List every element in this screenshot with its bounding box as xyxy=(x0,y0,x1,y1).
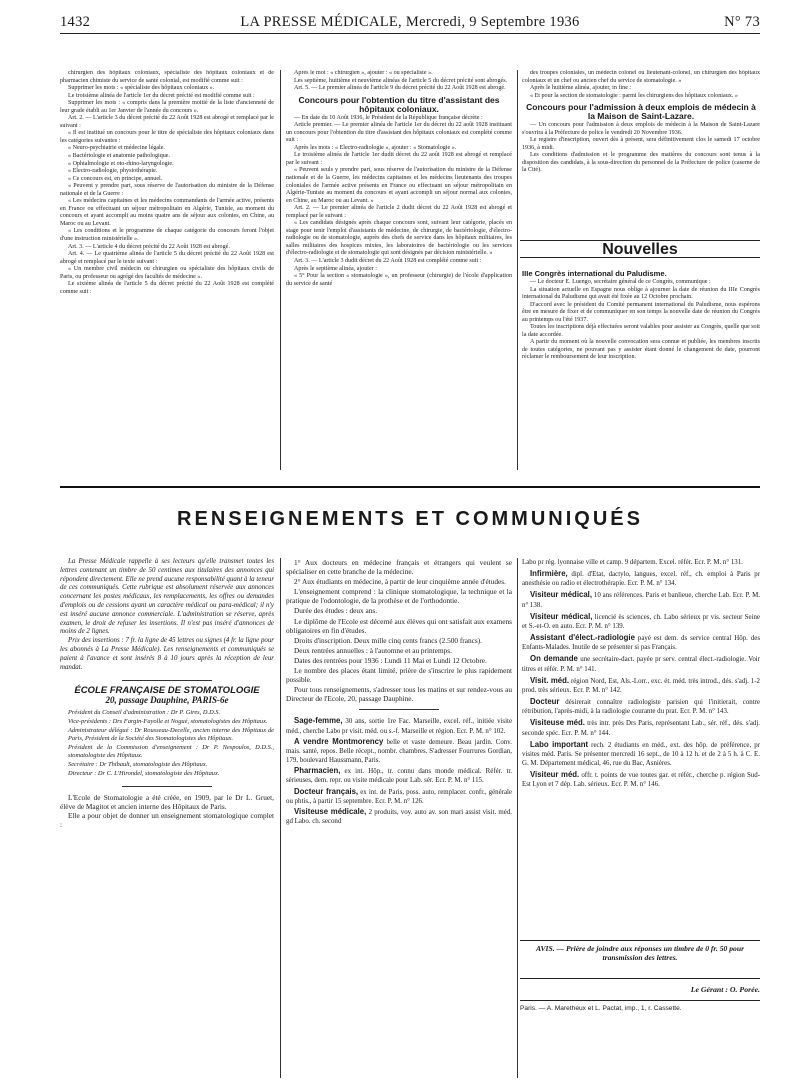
school-paragraph: Le diplôme de l'Ecole est décerné aux élèves qui ont satisfait aux examens obligatoires en fin d'études. xyxy=(286,616,512,635)
school-paragraph: 2° Aux étudiants en médecine, à partir de leur cinquième année d'études. xyxy=(294,577,506,587)
saint-lazare-heading: Concours pour l'admission à deux emplois de médecin à la Maison de Saint-Lazare. xyxy=(526,102,756,122)
notice-paragraph: Prix des insertions : 7 fr. la ligne de 45 lettres ou signes (4 fr. la ligne pour les abonnés à La Presse Médicale). Les renseignements et communiqués se paient à l'avance et sont insérés 8 à 10 jours après la réception de leur mandat. xyxy=(60,637,274,671)
divider xyxy=(122,786,212,787)
divider xyxy=(359,709,439,710)
article-paragraph: chirurgien des hôpitaux coloniaux, spécialiste des hôpitaux coloniaux et de pharmacien chimiste du service de santé colonial, est modifié comme suit : xyxy=(60,70,274,84)
ad-keyword: Docteur xyxy=(530,697,560,707)
classified-ad xyxy=(522,718,760,737)
school-paragraph: 1° Aux docteurs en médecine français et étrangers qui veulent se spécialiser en cette branche de la médecine. xyxy=(286,558,512,577)
ad-text: rech. 2 étudiants en méd., ext. des hôp. de préférence, pr visites méd. Paris. Se présenter mercredi 16 sept., de 10 à 12 h. et de 2 à 5 h. à C. E. G. M. Département médical, 46, rue du Bac, Asnières. xyxy=(522,741,760,767)
article-paragraph: « Ce concours est, en principe, annuel. xyxy=(68,175,163,182)
article-paragraph: Le troisième alinéa de l'article 1er du décret précité est modifié comme suit : xyxy=(68,92,255,99)
classified-ad xyxy=(522,654,760,673)
classified-ad xyxy=(286,766,512,785)
ad-keyword: Docteur français, xyxy=(294,786,359,796)
ad-text: licencié ès sciences, ch. Labo sérieux pr vis. secteur Seine et S.-et-O. en auto. Ecr. P. M. n° 139. xyxy=(522,613,760,630)
school-paragraph: Droits d'inscription. Deux mille cinq cents francs (2.500 francs). xyxy=(294,635,482,645)
article-paragraph: « Neuro-psychiatrie et médecine légale. xyxy=(68,145,165,152)
article-paragraph: « Ophtalmologie et oto-rhino-laryngologie. xyxy=(68,160,174,167)
news-paragraph: Toutes les inscriptions déjà effectuées seront valables pour assister au Congrès, quelle que soit la date accordée. xyxy=(522,324,760,338)
article-paragraph: Article premier. — Le premier alinéa de l'article 1er du décret du 22 août 1928 instituant un concours pour l'obtention du titre d'assistant des hôpitaux coloniaux est complété comme suit : xyxy=(286,122,512,144)
classified-ads-column xyxy=(522,558,760,938)
article-paragraph: « Il est institué un concours pour le titre de spécialiste des hôpitaux coloniaux dans les catégories suivantes : xyxy=(60,130,274,144)
school-paragraph: L'enseignement comprend : la clinique stomatologique, la technique et la pratique de l'odontologie, de la prothèse et de l'orthodontie. xyxy=(286,587,512,606)
news-paragraph: La situation actuelle en Espagne nous oblige à ajourner la date de réunion du IIIe Congrès international du Paludisme qui avait été fixée au 12 Octobre prochain. xyxy=(522,286,760,301)
article-paragraph: « Electro-radiologie, physiothérapie. xyxy=(68,168,158,175)
classified-ad xyxy=(522,676,760,695)
column-divider xyxy=(517,70,518,470)
article-paragraph: Après le mot : « chirurgien », ajouter : « ou spécialiste ». xyxy=(294,70,433,76)
classified-ad xyxy=(286,737,512,765)
ad-keyword: A vendre Montmorency xyxy=(294,736,384,746)
ad-text: dipl. d'Etat, dactylo, langues, excel. réf., ch. emploi à Paris pr anesthésie ou radio et électrothérapie. Ecr. P. M. n° 134. xyxy=(522,571,760,588)
ad-text: 2 produits, voy. auto av. son mari assist visit. méd. gd Labo. ch. second xyxy=(286,808,512,825)
ad-keyword: Sage-femme, xyxy=(294,716,343,726)
classified-ad xyxy=(286,716,512,735)
article-paragraph: Art. 4. — Le quatrième alinéa de l'article 5 du décret précité du 22 Août 1928 est abrogé et remplacé par le texte suivant : xyxy=(60,251,274,265)
divider xyxy=(122,680,212,681)
ad-keyword: Labo important xyxy=(530,739,589,749)
gerant: Le Gérant : O. Porée. xyxy=(690,985,760,994)
article-paragraph: Après le septième alinéa, ajouter : xyxy=(294,265,377,272)
issue-number: N° 73 xyxy=(724,14,760,30)
classified-ad xyxy=(522,558,760,567)
classified-ad xyxy=(522,612,760,631)
ad-text: Labo pr rég. lyonnaise ville et camp. 9 départem. Excel. référ. Ecr. P. M. n° 131. xyxy=(522,559,743,566)
article-paragraph: « Les médecins capitaines et les médecins commandants de l'armée active, présents en France ou effectuant un séjour métropolitain en Algérie, Tunisie, au moment du concours et ayant accompli au moins quatre ans de séjour aux colonies, en Chine, au Maroc ou au Levant. xyxy=(60,198,274,227)
notice-paragraph: La Presse Médicale rappelle à ses lecteurs qu'elle transmet toutes les lettres contenant un timbre de 50 centimes aux titulaires des annonces qui répondent directement. Elle ne prend aucune responsabilité quant à la teneur de ces communiqués. Cette rubrique est absolument réservée aux annonces concernant les postes médicaux, les remplacements, les offres ou demandes d'emplois ou de cessions ayant un caractère médical ou para-médical; il n'y est inséré aucune annonce commerciale. L'administration se réserve, après examen, le droit de refuser les insertions. Il n'est pas inséré d'annonces de moins de 2 lignes. xyxy=(60,558,274,636)
article-paragraph: Le sixième alinéa de l'article 5 du décret précité du 22 Août 1928 est complété comme suit : xyxy=(60,281,274,295)
nouvelles-column xyxy=(522,266,760,470)
article-paragraph: « Les candidats désignés après chaque concours sont, suivant leur catégorie, placés en stage pour tenir l'emploi d'assistants de médecine, de chirurgie, de bactériologie, d'électro-radiologie ou de stomatologie, auprès des chefs de service dans les hôpitaux militaires, les salles militaires des hospices mixtes, les laboratoires de bactériologie ou les services d'électro-radiologie et de stomatologie qui sont désignés par décision ministérielle. » xyxy=(286,220,512,257)
column-divider xyxy=(517,558,518,1078)
article-paragraph: Supprimer les mots : « compris dans la première moitié de la liste d'ancienneté de leur grade établi au 1er Janvier de l'année du concours ». xyxy=(60,100,274,114)
journal-title: LA PRESSE MÉDICALE, Mercredi, 9 Septembre 1936 xyxy=(240,14,580,30)
ad-text: une secrétaire-dact. payée pr serv. central élect.-radiologie. Voir titres et référ. P. M. n° 141. xyxy=(522,656,760,673)
article-paragraph: Les conditions d'admission et le programme des matières du concours sont tenus à la disposition des candidats, à la sous-direction du personnel de la Préfecture de police (caserne de la Cité). xyxy=(522,152,760,174)
article-paragraph: Art. 3. — L'article 4 du décret précité du 22 Août 1928 est abrogé. xyxy=(68,243,230,250)
article-paragraph: « 5° Pour la section « stomatologie », un professeur (chirurgie) de l'école d'application du service de santé xyxy=(286,273,512,287)
header-rule xyxy=(60,33,760,34)
article-paragraph: Les septième, huitième et neuvième alinéas de l'article 5 du décret précité sont abrogés. xyxy=(294,77,508,84)
article-paragraph: « Bactériologie et anatomie pathologique. xyxy=(68,153,171,160)
school-details-column xyxy=(286,558,512,1078)
news-paragraph: D'accord avec le président du Comité permanent international du Paludisme, nous espérons être en mesure de fixer et de communiquer en son temps la nouvelle date de réunion du Congrès au printemps ou l'été 1937. xyxy=(522,301,760,323)
ad-keyword: Visit. méd. xyxy=(530,675,570,685)
classified-ad xyxy=(522,740,760,768)
article-paragraph: « Un membre civil médecin ou chirurgien ou spécialiste des hôpitaux civils de Paris, ou professeur ou agrégé des facultés de médecine ». xyxy=(60,266,274,280)
article-paragraph: « Peuvent seuls y prendre part, sous réserve de l'autorisation du ministre de la Défense nationale et de la Guerre, les médecins capitaines et les médecins lieutenants des troupes coloniales de l'armée active présents en France ou effectuant un séjour métropolitain en Algérie-Tunisie au moment du concours et ayant accompli un séjour normal aux colonies, en Chine, au Maroc ou au Levant. » xyxy=(286,167,512,204)
ad-keyword: Visiteuse médicale, xyxy=(294,806,367,816)
article-paragraph: Art. 2. — L'article 3 du décret précité du 22 Août 1928 est abrogé et remplacé par le suivant : xyxy=(60,115,274,129)
ad-keyword: Visiteuse méd. xyxy=(530,718,585,728)
classified-ad xyxy=(522,770,760,789)
school-address: 20, passage Dauphine, PARIS-6e xyxy=(105,695,229,706)
classified-ad xyxy=(522,697,760,716)
page-header xyxy=(60,14,760,34)
notice-column xyxy=(60,558,274,1078)
article-paragraph: Le registre d'inscription, ouvert dès à présent, sera définitivement clos le samedi 17 octobre 1936, à midi. xyxy=(522,137,760,151)
ad-text: ex int. de Paris, poss. auto, remplacer. confr., générale ou phtis., à partir 15 septembre. Ecr. P. M. n° 126. xyxy=(286,788,512,805)
news-paragraph: A partir du moment où la nouvelle convocation sera connue et publiée, les membres inscrits de toutes catégories, ne pouvant pas y assister étant donné le changement de date, pourront réclamer le remboursement de leur inscription. xyxy=(522,339,760,361)
ad-text: offr. t. points de vue toutes gar. et référ., cherche p. région Sud-Est Lyon et 7 dép. Lab. sérieux. Ecr. P. M. n° 146. xyxy=(522,772,760,789)
school-paragraph: Dates des rentrées pour 1936 : Lundi 11 Mai et Lundi 12 Octobre. xyxy=(294,655,487,665)
article-column-2 xyxy=(286,70,512,470)
classified-ad xyxy=(522,569,760,588)
board-member: Administrateur délégué : Dr Rousseau-Decelle, ancien interne des Hôpitaux de Paris, Président de la Société des Stomatologistes des Hôpitaux. xyxy=(68,726,274,742)
ad-text: payé est dem. ds service central Hôp. des Enfants-Malades. Inutile de se présenter si pas Français. xyxy=(522,635,760,652)
nouvelles-heading: Nouvelles xyxy=(520,240,760,258)
ad-text: désirerait connaître radiologiste parisien qui l'initierait, contre rétribution, l'après-midi, à la radiologie courante du prat. Ecr. P. M. n° 143. xyxy=(522,699,760,716)
school-paragraph: Le nombre des places étant limité, prière de s'inscrire le plus rapidement possible. xyxy=(286,666,512,685)
page-number: 1432 xyxy=(60,14,91,30)
ad-keyword: Visiteur médical, xyxy=(530,611,593,621)
classified-ad xyxy=(522,633,760,652)
ad-keyword: On demande xyxy=(530,654,578,664)
gerant-rule xyxy=(520,978,760,979)
article-paragraph: Supprimer les mots : « spécialiste des hôpitaux coloniaux ». xyxy=(68,85,215,92)
ad-text: ex int. Hôp., tr. connu dans monde médical. Référ. tr. sérieuses, dem. repr. ou visite médicale pour Lab. sér. Ecr. P. M. n° 115. xyxy=(286,768,512,785)
board-member: Président du Conseil d'administration : Dr P. Gires, D.D.S. xyxy=(68,708,221,716)
article-paragraph: — Un concours pour l'admission à deux emplois de médecin à la Maison de Saint-Lazare s'ouvrira à la Préfecture de police le vendredi 20 Novembre 1936. xyxy=(522,122,760,136)
ad-text: belle et vaste demeure. Beau jardin. Conv. mais. santé, repos. Belle récept., nombr. chambres. S'adresser Fourrures Gordian, 179, boulevard Haussmann, Paris. xyxy=(286,738,512,765)
article-column-1 xyxy=(60,70,274,470)
ad-keyword: Visiteur méd. xyxy=(530,770,580,780)
school-paragraph: Durée des études : deux ans. xyxy=(294,606,378,616)
board-member: Président de la Commission d'enseignement : Dr P. Nespoulos, D.D.S., stomatologiste des Hôpitaux. xyxy=(68,743,274,759)
ad-text: 10 ans références. Paris et banlieue, cherche Lab. Ecr. P. M. n° 138. xyxy=(522,592,760,609)
news-paragraph: — Le docteur E. Luengo, secrétaire général de ce Congrès, communique : xyxy=(530,279,711,285)
column-divider xyxy=(280,70,281,470)
article-paragraph: « Et pour la section de stomatologie : parmi les chirurgiens des hôpitaux coloniaux. » xyxy=(530,92,738,99)
paludisme-heading: IIIe Congrès international du Paludisme. xyxy=(522,269,667,278)
classified-ad xyxy=(286,807,512,826)
article-column-3 xyxy=(522,70,760,238)
school-paragraph: L'Ecole de Stomatologie a été créée, en 1909, par le Dr L. Gruet, élève de Magitot et ancien interne des Hôpitaux de Paris. xyxy=(60,792,274,811)
board-member: Secrétaire : Dr Thibault, stomatologiste des Hôpitaux. xyxy=(68,760,208,768)
section-title: RENSEIGNEMENTS ET COMMUNIQUÉS xyxy=(177,508,643,530)
article-paragraph: Art. 2. — Le premier alinéa de l'article 2 dudit décret du 22 Août 1928 est abrogé et remplacé par le suivant : xyxy=(286,205,512,219)
board-member: Directeur : Dr C. L'Hirondel, stomatologiste des Hôpitaux. xyxy=(68,769,220,777)
avis-notice: AVIS. — Prière de joindre aux réponses un timbre de 0 fr. 50 pour transmission des lettres. xyxy=(535,944,745,962)
ad-keyword: Pharmacien, xyxy=(294,766,341,776)
school-paragraph: Elle a pour objet de donner un enseignement stomatologique complet : xyxy=(60,810,274,829)
ad-text: très intr. près Drs Paris, représentant Lab., sér. réf., dés. s'adj. seconde spéc. Ecr. P. M. n° 144. xyxy=(522,720,760,737)
ad-text: région Nord, Est, Als.-Lorr., exc. ét. méd. très introd., dés. s'adj. 1-2 prod. très sérieux. Ecr. P. M. n° 142. xyxy=(522,677,760,694)
article-paragraph: Le troisième alinéa de l'article 1er dudit décret du 22 août 1928 est abrogé et remplacé par le suivant : xyxy=(286,152,512,166)
article-paragraph: des troupes coloniales, un médecin colonel ou lieutenant-colonel, un chirurgien des hôpitaux coloniaux et un chef ou ancien chef du service de stomatologie. » xyxy=(522,70,760,84)
article-paragraph: « Peuvent y prendre part, sous réserve de l'autorisation du ministre de la Défense nationale et de la Guerre : xyxy=(60,183,274,197)
ad-text: 30 ans, sortie 1re Fac. Marseille, excel. réf., initiée visite méd., cherche Labo pr visit. méd. ou s.-f. Marseille et région. Ecr. P. M. n° 102. xyxy=(286,718,512,735)
column-divider xyxy=(280,558,281,1078)
school-paragraph: Pour tous renseignements, s'adresser tous les matins et sur rendez-vous au Directeur de l'Ecole, 20, passage Dauphine. xyxy=(286,685,512,704)
printer-rule xyxy=(520,1000,760,1001)
school-title: ÉCOLE FRANÇAISE DE STOMATOLOGIE xyxy=(74,685,260,697)
assistant-concours-heading: Concours pour l'obtention du titre d'assistant des hôpitaux coloniaux. xyxy=(298,94,500,114)
article-paragraph: Après le huitième alinéa, ajouter, in fine : xyxy=(530,85,632,92)
school-paragraph: Deux rentrées annuelles : à l'automne et au printemps. xyxy=(294,645,452,655)
avis-rule xyxy=(520,940,760,941)
article-paragraph: « Les conditions et le programme de chaque catégorie du concours feront l'objet d'une instruction ministérielle ». xyxy=(60,228,274,243)
ad-keyword: Visiteur médical, xyxy=(530,590,592,600)
printer-line: Paris. — A. Maretheux et L. Pactat, imp., 1, r. Cassette. xyxy=(520,1005,682,1012)
article-paragraph: — En date du 10 Août 1936, le Président de la République française décrète : xyxy=(294,114,483,121)
ad-keyword: Infirmière, xyxy=(530,569,568,579)
classified-ad xyxy=(522,590,760,609)
ad-keyword: Assistant d'élect.-radiologie xyxy=(530,633,635,643)
section-rule xyxy=(60,486,760,488)
board-member: Vice-présidents : Drs Fargin-Fayolle et Nogué, stomatologistes des Hôpitaux. xyxy=(68,717,268,725)
article-paragraph: Après les mots : « Electro-radiologie », ajouter : « Stomatologie ». xyxy=(294,144,457,151)
classified-ad xyxy=(286,787,512,806)
article-paragraph: Art. 3. — L'article 3 dudit décret du 22 Août 1928 est complété comme suit : xyxy=(294,258,482,265)
article-paragraph: Art. 5. — Le premier alinéa de l'article 9 du décret précité du 22 Août 1928 est abrogé. xyxy=(294,85,506,92)
